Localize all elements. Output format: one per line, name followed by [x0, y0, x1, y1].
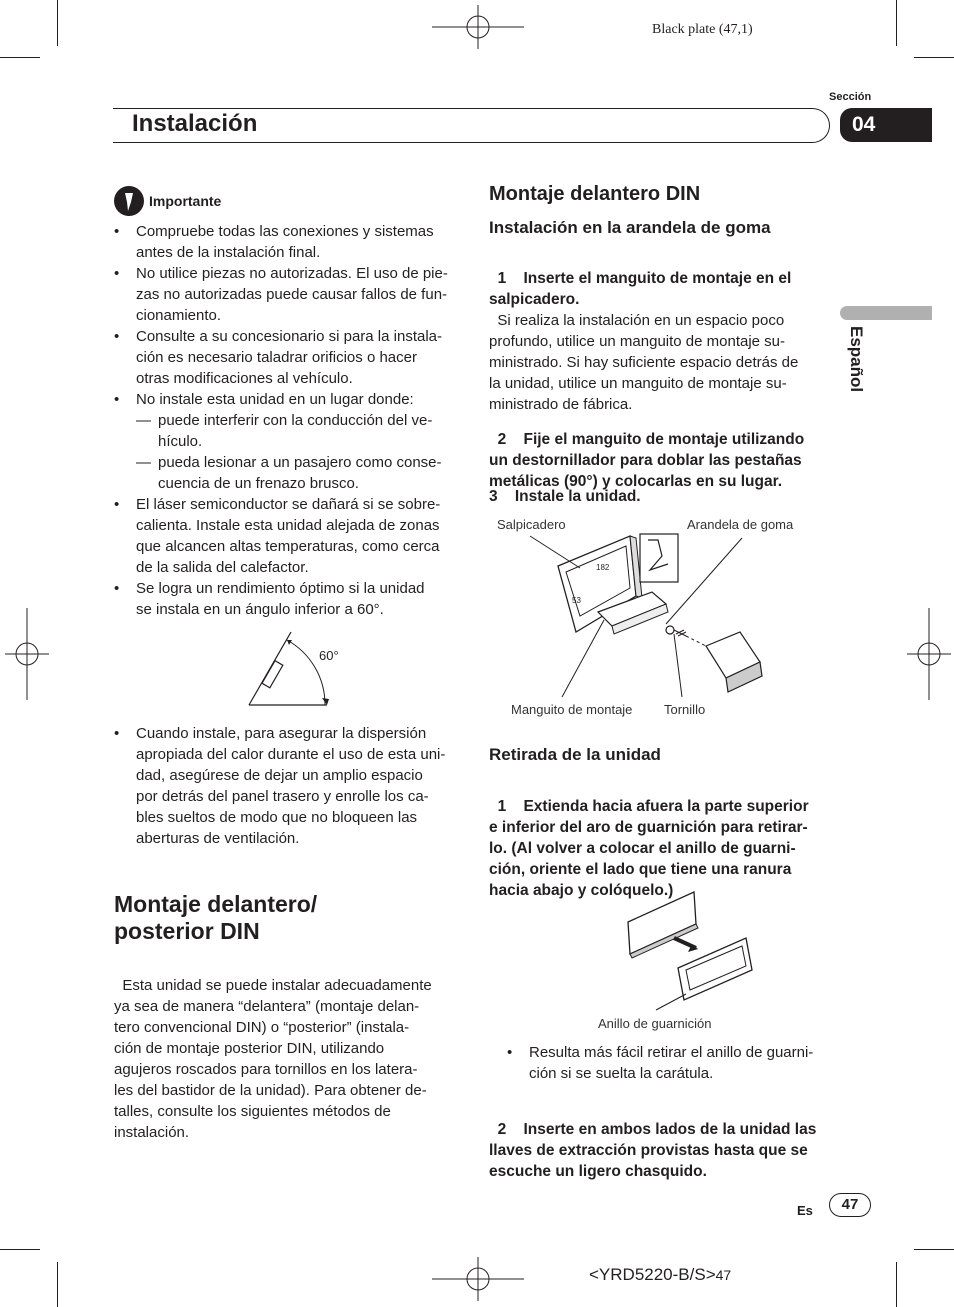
- bullet-line: Se logra un rendimiento óptimo si la unidad: [136, 580, 425, 597]
- important-heading: Importante: [149, 193, 222, 209]
- registration-mark-icon: [5, 608, 49, 700]
- paragraph-line: instalación.: [114, 1124, 190, 1141]
- step-line: escuche un ligero chasquido.: [489, 1163, 707, 1180]
- important-icon: [114, 186, 144, 216]
- bullet-line: ción es necesario taladrar orificios o hacer: [136, 349, 417, 366]
- dimension-label: 182: [596, 563, 610, 572]
- heading-line: posterior DIN: [114, 918, 260, 944]
- bullet-line: otras modificaciones al vehículo.: [136, 370, 353, 387]
- paragraph-line: la unidad, utilice un manguito de montaje su-: [489, 375, 787, 392]
- registration-mark-icon: [907, 608, 951, 700]
- step-line: llaves de extracción provistas hasta que se: [489, 1142, 808, 1159]
- step-2: [489, 408, 804, 492]
- bullet-line: zas no autorizadas puede causar fallos de fun-: [136, 286, 448, 303]
- removal-step-2: [489, 1098, 816, 1182]
- bullet-line: El láser semiconductor se dañará si se sobre-: [136, 496, 441, 513]
- paragraph-line: les del bastidor de la unidad). Para obtener de-: [114, 1082, 427, 1099]
- step-line: e inferior del aro de guarnición para retirar-: [489, 819, 808, 836]
- bullet-line: Resulta más fácil retirar el anillo de guarni-: [529, 1044, 814, 1061]
- dash-line: cuencia de un frenazo brusco.: [158, 475, 359, 492]
- paragraph-line: Esta unidad se puede instalar adecuadamente: [122, 977, 432, 994]
- bullet-line: calienta. Instale esta unidad alejada de zonas: [136, 517, 440, 534]
- page-title: Instalación: [132, 110, 258, 137]
- section-label: Sección: [829, 91, 872, 103]
- bullet-line: No utilice piezas no autorizadas. El uso de pie-: [136, 265, 448, 282]
- crop-mark: [914, 1249, 954, 1250]
- section-number-badge: 04: [840, 108, 932, 142]
- dimension-label: 53: [572, 596, 581, 605]
- removal-step-1: [489, 775, 809, 901]
- caption-dashboard: Salpicadero: [497, 517, 566, 532]
- step-1-text: [489, 289, 798, 415]
- crop-mark: [57, 0, 58, 46]
- dash-line: puede interferir con la conducción del ve-: [158, 412, 433, 429]
- page-number: 47: [829, 1193, 871, 1217]
- angle-label: 60°: [319, 648, 339, 663]
- step-line: hacia abajo y colóquelo.): [489, 882, 674, 899]
- step-line: 2 Inserte en ambos lados de la unidad las: [497, 1121, 817, 1138]
- crop-mark: [57, 1262, 58, 1307]
- dash-line: pueda lesionar a un pasajero como conse-: [158, 454, 442, 471]
- model-page: 47: [715, 1267, 732, 1283]
- subheading: Retirada de la unidad: [489, 745, 661, 764]
- model-name: <YRD5220-B/S>: [589, 1265, 716, 1284]
- registration-mark-icon: [432, 1257, 524, 1301]
- step-line: lo. (Al volver a colocar el anillo de guarni-: [489, 840, 796, 857]
- subheading: Instalación en la arandela de goma: [489, 218, 771, 237]
- registration-mark-icon: [432, 5, 524, 49]
- step-line: metálicas (90°) y colocarlas en su lugar.: [489, 473, 783, 490]
- step-line: 1 Inserte el manguito de montaje en el: [497, 270, 792, 287]
- heading-line: Montaje delantero/: [114, 891, 318, 917]
- bullet-line: dad, asegúrese de dejar un amplio espacio: [136, 767, 423, 784]
- trim-ring-diagram: [600, 888, 770, 1014]
- crop-mark: [896, 0, 897, 46]
- body-paragraph: [114, 954, 432, 1143]
- bullet-line: aberturas de ventilación.: [136, 830, 300, 847]
- paragraph-line: talles, consulte los siguientes métodos de: [114, 1103, 391, 1120]
- step-line: salpicadero.: [489, 291, 580, 308]
- bullet-line: se instala en un ángulo inferior a 60°.: [136, 601, 384, 618]
- paragraph-line: Si realiza la instalación en un espacio poco: [497, 312, 785, 329]
- caption-mounting-sleeve: Manguito de montaje: [511, 702, 633, 717]
- paragraph-line: profundo, utilice un manguito de montaje su-: [489, 333, 786, 350]
- bullet-line: antes de la instalación final.: [136, 244, 321, 261]
- bullet-line: Cuando instale, para asegurar la dispersión: [136, 725, 427, 742]
- dash-line: hículo.: [158, 433, 203, 450]
- paragraph-line: tero convencional DIN) o “posterior” (instala-: [114, 1019, 410, 1036]
- installation-diagram: [490, 512, 810, 707]
- language-tab: [840, 306, 932, 320]
- step-line: ción, oriente el lado que tiene una ranura: [489, 861, 792, 878]
- plate-label: Black plate (47,1): [652, 22, 753, 37]
- crop-mark: [896, 1262, 897, 1307]
- bullet-line: ción si se suelta la carátula.: [529, 1065, 714, 1082]
- caption-screw: Tornillo: [664, 702, 706, 717]
- section-heading: Montaje delantero DIN: [489, 183, 701, 205]
- bullet-line: apropiada del calor durante el uso de esta uni-: [136, 746, 446, 763]
- paragraph-line: ya sea de manera “delantera” (montaje delan-: [114, 998, 420, 1015]
- paragraph-line: ministrado de fábrica.: [489, 396, 633, 413]
- crop-mark: [914, 57, 954, 58]
- bullet-line: cionamiento.: [136, 307, 222, 324]
- step-line: un destornillador para doblar las pestañas: [489, 452, 802, 469]
- crop-mark: [0, 57, 40, 58]
- step-line: 1 Extienda hacia afuera la parte superior: [497, 798, 809, 815]
- bullet-line: Consulte a su concesionario si para la instala-: [136, 328, 442, 345]
- side-language-label: Español: [847, 326, 866, 393]
- bullet-line: que alcancen altas temperaturas, como cerca: [136, 538, 440, 555]
- step-3: 3 Instale la unidad.: [489, 488, 641, 505]
- mounting-angle-diagram: [245, 628, 355, 708]
- footer-language: Es: [797, 1203, 813, 1218]
- paragraph-line: ción de montaje posterior DIN, utilizando: [114, 1040, 385, 1057]
- caption-trim-ring: Anillo de guarnición: [598, 1016, 712, 1031]
- caption-rubber-bush: Arandela de goma: [687, 517, 794, 532]
- bullet-line: Compruebe todas las conexiones y sistemas: [136, 223, 434, 240]
- crop-mark: [0, 1249, 40, 1250]
- model-code: [589, 1265, 731, 1285]
- bullet-line: No instale esta unidad en un lugar donde:: [136, 391, 414, 408]
- bullet-line: de la salida del calefactor.: [136, 559, 309, 576]
- paragraph-line: agujeros roscados para tornillos en los latera-: [114, 1061, 418, 1078]
- bullet-line: por detrás del panel trasero y enrolle los ca-: [136, 788, 429, 805]
- step-line: 2 Fije el manguito de montaje utilizando: [497, 431, 805, 448]
- section-heading: [114, 891, 317, 945]
- paragraph-line: ministrado. Si hay suficiente espacio detrás de: [489, 354, 799, 371]
- bullet-line: bles sueltos de modo que no bloqueen las: [136, 809, 418, 826]
